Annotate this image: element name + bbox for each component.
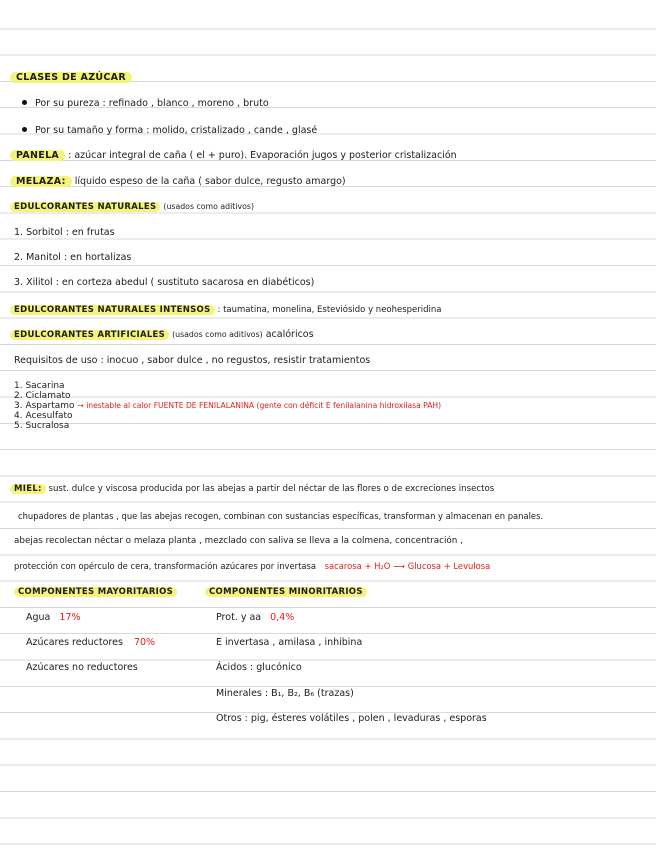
artificiales-list [14,381,441,431]
edulc-naturales-item: 1. Sorbitol : en frutas [14,227,115,238]
mayoritarios-heading [14,585,177,599]
agua-label: Agua [26,612,51,623]
edulc-intensos-line [10,303,442,317]
list-item: 2. Ciclamato [14,391,71,401]
panela-line [10,149,457,163]
agua-value: 17% [59,612,81,623]
melaza-line [10,175,346,189]
aspartamo-label: 3. Aspartamo [14,401,75,411]
miel-line-4 [14,559,490,573]
clases-bullet-1 [22,97,269,111]
prot-value: 0,4% [270,612,295,623]
clases-bullet-2 [22,124,317,138]
edulc-artificiales-note: (usados como aditivos) [172,330,263,339]
minoritarios-prot [216,611,294,625]
edulc-artificiales-heading [10,328,314,342]
bullet-dot-icon [22,100,27,105]
miel-line-1 [10,482,494,496]
miel-reaction: sacarosa + H₂O ⟶ Glucosa + Levulosa [324,561,491,571]
miel-label: MIEL: [10,484,46,494]
clases-bullet-2-text: Por su tamaño y forma : molido, cristalizado , cande , glasé [35,125,318,136]
minoritarios-enzimas: E invertasa , amilasa , inhibina [216,637,363,648]
bullet-dot-icon [22,127,27,132]
minoritarios-acidos: Ácidos : glucónico [216,662,302,673]
clases-title: CLASES DE AZÚCAR [10,72,132,83]
minoritarios-title: COMPONENTES MINORITARIOS [205,587,367,597]
melaza-label: MELAZA: [10,176,72,187]
mayoritarios-agua [26,611,81,625]
mayoritarios-reductores [26,636,155,650]
list-item: 1. Sacarina [14,381,65,391]
edulc-naturales-label: EDULCORANTES NATURALES [10,202,160,212]
minoritarios-minerales: Minerales : B₁, B₂, B₆ (trazas) [216,688,354,699]
minoritarios-otros: Otros : pig, ésteres volátiles , polen , levaduras , esporas [216,713,487,724]
miel-text-4: protección con opérculo de cera, transformación azúcares por invertasa [14,561,316,571]
reductores-value: 70% [133,637,156,648]
edulc-artificiales-suffix: acalóricos [265,329,314,340]
list-item: 4. Acesulfato [14,411,73,421]
edulc-naturales-heading [10,200,254,214]
melaza-text: líquido espeso de la caña ( sabor dulce, regusto amargo) [74,176,346,187]
miel-line-3: abejas recolectan néctar o melaza planta , mezclado con saliva se lleva a la colmena, concentración , [14,536,463,546]
edulc-naturales-note: (usados como aditivos) [163,202,254,211]
edulc-naturales-item: 2. Manitol : en hortalizas [14,252,132,263]
reductores-label: Azúcares reductores [26,637,123,648]
panela-label: PANELA [10,150,65,161]
mayoritarios-no-reductores: Azúcares no reductores [26,662,138,673]
edulc-intensos-text: : taumatina, monelina, Esteviósido y neohesperidina [217,305,442,315]
panela-text: : azúcar integral de caña ( el + puro). Evaporación jugos y posterior cristalización [68,150,457,161]
list-item [14,401,441,411]
section-clases [10,71,132,85]
list-item: 5. Sucralosa [14,421,70,431]
edulc-artificiales-label: EDULCORANTES ARTIFICIALES [10,330,169,340]
minoritarios-heading [205,585,367,599]
edulc-naturales-item: 3. Xilitol : en corteza abedul ( sustituto sacarosa en diabéticos) [14,277,315,288]
prot-label: Prot. y aa [216,612,262,623]
edulc-intensos-label: EDULCORANTES NATURALES INTENSOS [10,305,215,315]
clases-bullet-1-text: Por su pureza : refinado , blanco , moreno , bruto [35,98,269,109]
miel-text-1: sust. dulce y viscosa producida por las abejas a partir del néctar de las flores o de excreciones insectos [48,484,495,494]
requisitos-line: Requisitos de uso : inocuo , sabor dulce , no regustos, resistir tratamientos [14,355,371,366]
aspartamo-note: → inestable al calor FUENTE DE FENILALANINA (gente con déficit E fenilalanina hidroxilasa PAH) [77,401,442,410]
mayoritarios-title: COMPONENTES MAYORITARIOS [14,587,177,597]
miel-line-2: chupadores de plantas , que las abejas recogen, combinan con sustancias específicas, transforman y almacenan en panales. [18,511,544,521]
